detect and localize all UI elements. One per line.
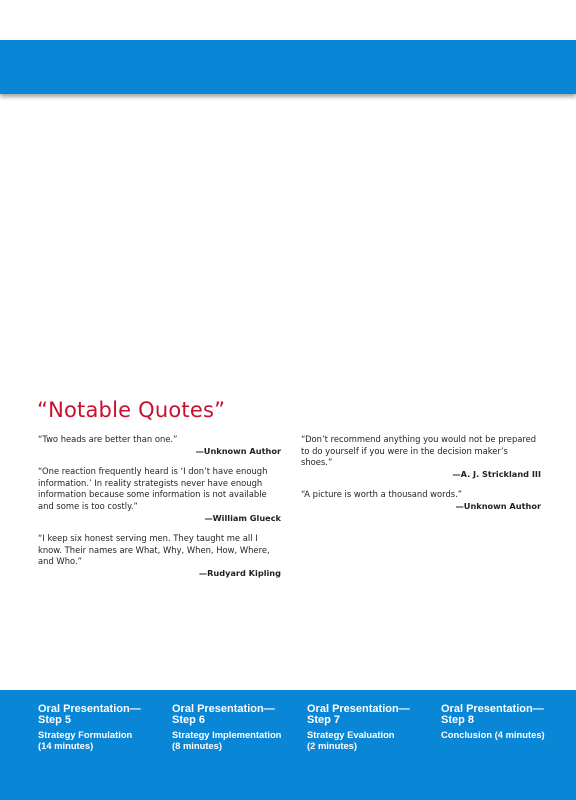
quote-text: “I keep six honest serving men. They taught me all I know. Their names are What, Why, When, How, Where, and Who.” [38,533,270,567]
step-title-line2: Step 7 [307,714,341,726]
quote-item [38,434,281,457]
step-title-line2: Step 5 [38,714,72,726]
step-desc-line1: Conclusion (4 minutes) [441,729,545,740]
step-8 [441,704,569,740]
section-title: “Notable Quotes” [37,398,226,422]
quote-author: —Rudyard Kipling [198,567,281,578]
step-title-line1: Oral Presentation— [172,703,275,715]
step-desc-line1: Strategy Evaluation [307,729,395,740]
step-5 [38,704,166,751]
quote-item [38,466,281,524]
step-desc-line1: Strategy Formulation [38,729,133,740]
quote-text: “One reaction frequently heard is ‘I don’t have enough information.’ In reality strategists never have enough information because some information is not available and some is too costly.” [38,466,268,511]
step-desc-line1: Strategy Implementation [172,729,282,740]
step-title-line2: Step 6 [172,714,206,726]
quote-author: —A. J. Strickland III [452,468,541,479]
quote-author: —Unknown Author [195,445,281,456]
header-band [0,40,576,94]
step-title-line2: Step 8 [441,714,475,726]
step-7 [307,704,435,751]
quote-item [301,434,541,480]
quote-item [301,489,541,512]
quote-item [38,533,281,579]
quote-text: “Don’t recommend anything you would not be prepared to do yourself if you were in the decision maker’s shoes.” [301,434,537,468]
quote-author: —Unknown Author [455,500,541,511]
step-title-line1: Oral Presentation— [307,703,410,715]
quotes-column-right [301,434,541,522]
quote-text: “A picture is worth a thousand words.” [301,489,463,500]
step-title-line1: Oral Presentation— [441,703,544,715]
quotes-column-left [38,434,281,589]
step-desc-line2: (2 minutes) [307,740,358,751]
step-desc-line2: (14 minutes) [38,740,94,751]
quote-text: “Two heads are better than one.” [38,434,178,444]
step-6 [172,704,300,751]
quote-author: —William Glueck [204,512,281,523]
step-desc-line2: (8 minutes) [172,740,223,751]
step-title-line1: Oral Presentation— [38,703,141,715]
